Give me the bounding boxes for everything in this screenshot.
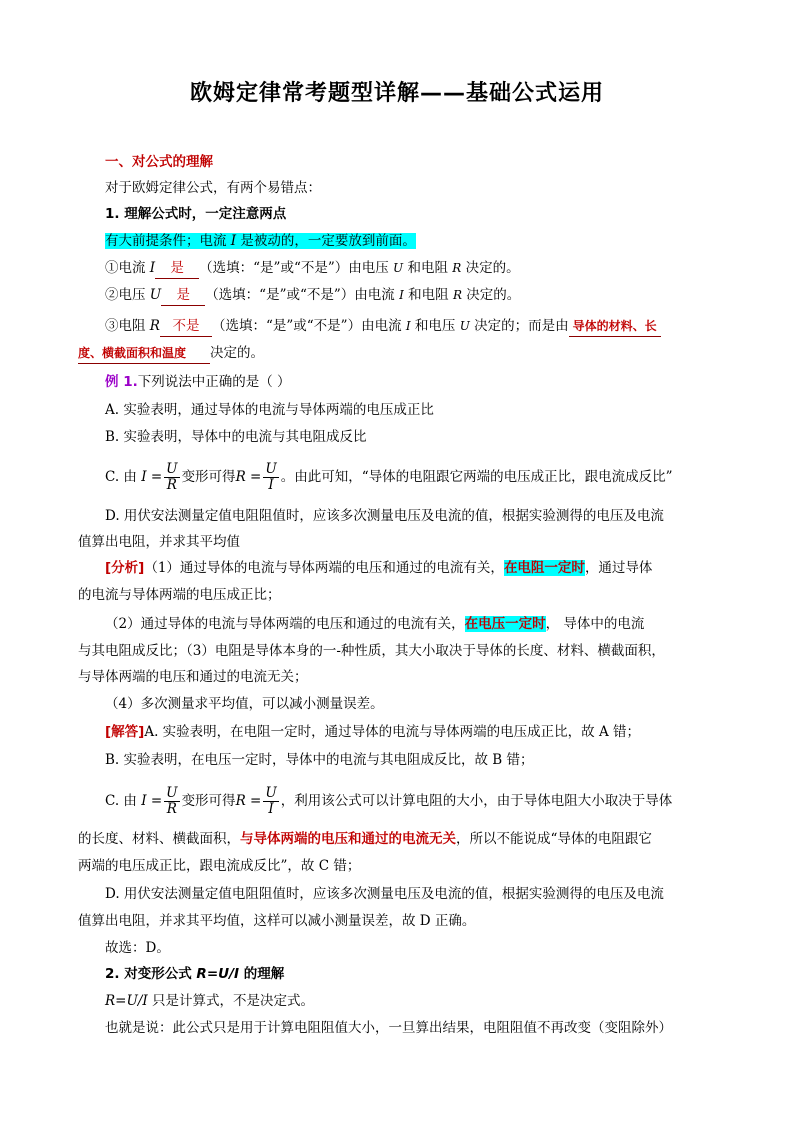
answer-line-d2: 值算出电阻，并求其平均值，这样可以减小测量误差，故 D 正确。	[78, 913, 476, 929]
fraction-u-over-i: $\frac{U}{I}$	[265, 461, 277, 493]
fraction-u-over-r-answer: $\frac{U}{R}$	[166, 785, 178, 817]
analysis-line-6: （4）多次测量求平均值，可以减小测量误差。	[105, 696, 384, 712]
analysis-line-4: 与其电阻成反比；（3）电阻是导体本身的一-种性质，其大小取决于导体的长度、材料、横截面积，	[78, 643, 665, 659]
fill-item-1: ①电流 I 是 （选填：“是”或“不是”）由电压 U 和电阻 R 决定的。	[105, 258, 520, 279]
analysis-label: [分析]	[105, 560, 145, 576]
highlight-resistance-constant: 在电阻一定时	[503, 560, 585, 576]
point2-line2: 也就是说：此公式只是用于计算电阻阻值大小，一旦算出结果，电阻阻值不再改变（变阻除外）	[105, 1020, 672, 1036]
answer-line-a: [解答]A. 实验表明，在电阻一定时，通过导体的电流与导体两端的电压成正比，故 A 错；	[105, 724, 641, 740]
analysis-line-2: 的电流与导体两端的电压成正比；	[78, 587, 281, 603]
option-b: B. 实验表明，导体中的电流与其电阻成反比	[105, 429, 367, 445]
answer-blank-4b: 度、横截面积和温度	[78, 343, 210, 364]
option-a: A. 实验表明，通过导体的电流与导体两端的电压成正比	[105, 402, 434, 418]
option-c: C. 由 I = $\frac{U}{R}$ 变形可得R = $\frac{U}{I}$ 。由此可知，“导体的电阻跟它两端的电压成正比，跟电流成反比”	[105, 461, 673, 493]
example-question: 例 1.下列说法中正确的是（ ）	[105, 374, 291, 390]
analysis-line-1: [分析]（1）通过导体的电流与导体两端的电压和通过的电流有关，在电阻一定时，通过导体	[105, 560, 653, 576]
answer-line-c3: 两端的电压成正比，跟电流成反比”，故 C 错；	[78, 858, 361, 874]
fill-item-3-cont: 度、横截面积和温度 决定的。	[78, 343, 264, 364]
point1-heading: 1. 理解公式时，一定注意两点	[105, 206, 287, 222]
option-d-line1: D. 用伏安法测量定值电阻阻值时，应该多次测量电压及电流的值，根据实验测得的电压及电流	[105, 508, 664, 524]
page-title: 欧姆定律常考题型详解——基础公式运用	[189, 81, 604, 106]
fraction-u-over-i-answer: $\frac{U}{I}$	[265, 785, 277, 817]
option-d-line2: 值算出电阻，并求其平均值	[78, 534, 240, 550]
analysis-line-3: （2）通过导体的电流与导体两端的电压和通过的电流有关，在电压一定时， 导体中的电流	[105, 616, 645, 632]
answer-label: [解答]	[105, 724, 145, 740]
highlight-line	[105, 231, 416, 251]
answer-blank-4a: 导体的材料、长	[569, 316, 661, 337]
fill-item-3: ③电阻 R 不是 （选填：“是”或“不是”）由电流 I 和电压 U 决定的；而是由 导体的材料、长	[105, 316, 661, 337]
answer-blank-2: 是	[161, 285, 205, 306]
highlight-text: 有大前提条件；电流 I 是被动的，一定要放到前面。	[105, 233, 416, 249]
answer-line-c: C. 由 I = $\frac{U}{R}$ 变形可得R = $\frac{U}{I}$ ，利用该公式可以计算电阻的大小，由于导体电阻大小取决于导体	[105, 785, 673, 817]
answer-line-c2: 的长度、材料、横截面积，与导体两端的电压和通过的电流无关，所以不能说成“导体的电阻跟它	[78, 831, 652, 847]
example-label: 例 1.	[105, 374, 138, 390]
emphasis-independent: 与导体两端的电压和通过的电流无关	[240, 831, 456, 847]
point2-line1: R=U/I 只是计算式，不是决定式。	[105, 993, 315, 1009]
answer-blank-1: 是	[155, 258, 199, 279]
answer-line-d1: D. 用伏安法测量定值电阻阻值时，应该多次测量电压及电流的值，根据实验测得的电压及电流	[105, 886, 664, 902]
answer-line-b: B. 实验表明，在电压一定时，导体中的电流与其电阻成反比，故 B 错；	[105, 752, 534, 768]
section1-heading: 一、对公式的理解	[105, 154, 213, 170]
fraction-u-over-r: $\frac{U}{R}$	[166, 461, 178, 493]
fill-item-2: ②电压 U 是 （选填：“是”或“不是”）由电流 I 和电阻 R 决定的。	[105, 285, 520, 306]
highlight-voltage-constant: 在电压一定时	[464, 616, 546, 632]
answer-choice: 故选：D。	[105, 940, 170, 956]
point2-heading: 2. 对变形公式 R=U/I 的理解	[105, 966, 285, 982]
analysis-line-5: 与导体两端的电压和通过的电流无关；	[78, 669, 308, 685]
answer-blank-3: 不是	[160, 316, 212, 337]
section1-intro: 对于欧姆定律公式，有两个易错点：	[105, 180, 321, 196]
